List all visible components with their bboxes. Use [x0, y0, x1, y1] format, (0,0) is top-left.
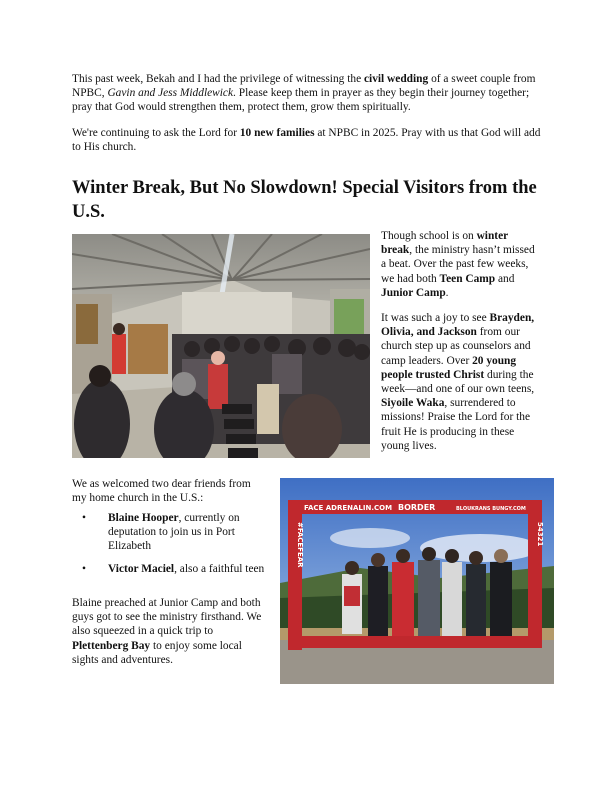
camp-results-paragraph: It was such a joy to see Brayden, Olivia, and Jackson from our church step up as counselors and camp leaders. Over 20 young people trusted Christ during the week—and one of our own teens, Siyoile Waka, surrendered to missions! Praise the Lord for the fruit He is producing in these young lives.: [381, 312, 535, 452]
list-item: • Victor Maciel, also a faithful teen: [82, 562, 265, 575]
frame-sign-left: #FACEFEAR: [296, 522, 304, 568]
visitors-list: [72, 511, 272, 584]
frame-sign-top: FACE ADRENALIN.COM: [304, 504, 393, 512]
group-photo-bloukrans: [280, 478, 554, 684]
new-families-paragraph: We're continuing to ask the Lord for 10 new families at NPBC in 2025. Pray with us that God will add to His church.: [72, 127, 541, 154]
frame-sign-mid: BORDER: [398, 503, 436, 512]
section-heading: Winter Break, But No Slowdown! Special Visitors from the U.S.: [72, 178, 537, 222]
frame-sign-right: BLOUKRANS BUNGY.COM: [456, 506, 526, 512]
frame-sign-nums: 54321: [536, 522, 544, 547]
bullet-icon: •: [82, 562, 86, 575]
visitors-intro-paragraph: We as welcomed two dear friends from my home church in the U.S.:: [72, 478, 251, 505]
camp-meeting-photo: [72, 234, 370, 458]
wedding-paragraph: This past week, Bekah and I had the privilege of witnessing the civil wedding of a sweet couple from NPBC, Gavin and Jess Middlewick. Please keep them in prayer as they begin their journey together; pray that God would strengthen them, protect them, grow them spiritually.: [72, 73, 536, 114]
bullet-icon: •: [82, 512, 86, 524]
list-item: • Blaine Hooper, currently on deputation to join us in Port Elizabeth: [82, 512, 240, 553]
visit-summary-paragraph: Blaine preached at Junior Camp and both guys got to see the ministry firsthand. We also squeezed in a quick trip to Plettenberg Bay to enjoy some local sights and adventures.: [72, 597, 262, 666]
winter-break-paragraph: Though school is on winter break, the ministry hasn’t missed a beat. Over the past few weeks, we had both Teen Camp and Junior Camp.: [381, 230, 535, 299]
